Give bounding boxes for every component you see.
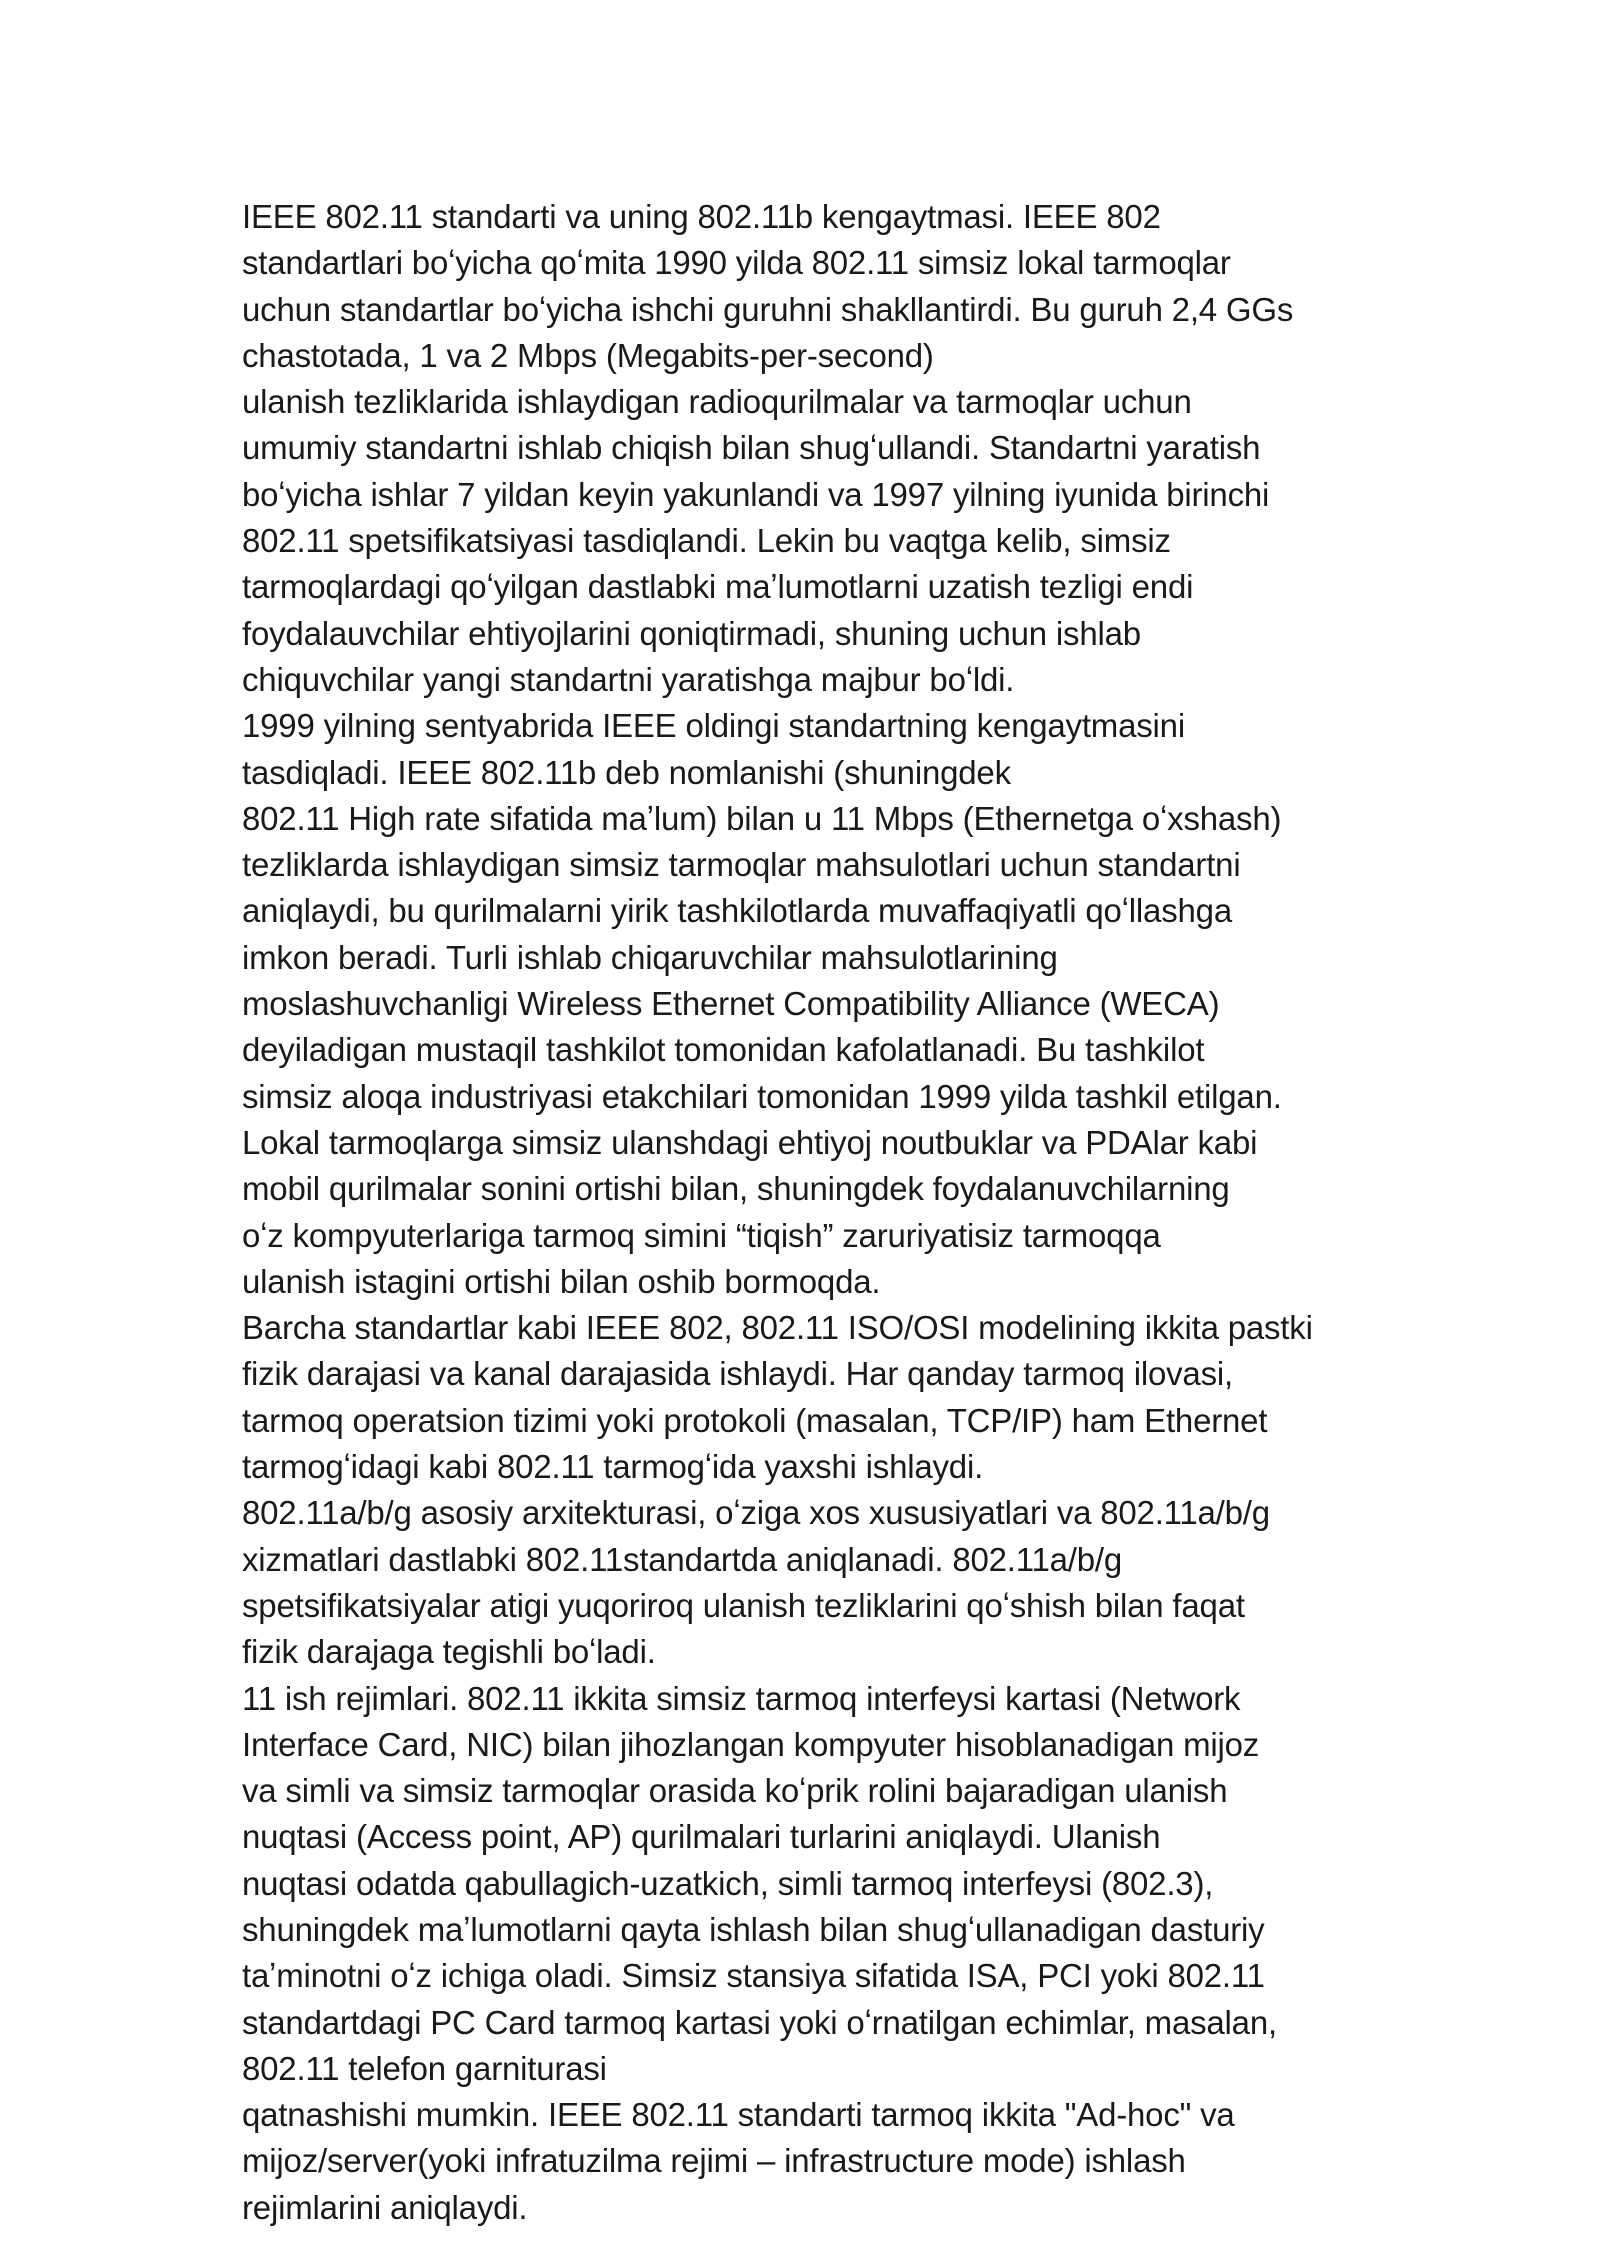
text-line: Interface Card, NIC) bilan jihozlangan kompyuter hisoblanadigan mijoz (242, 1725, 1260, 1763)
text-line: mijoz/server(yoki infratuzilma rejimi – infrastructure mode) ishlash (242, 2142, 1186, 2180)
text-line: mobil qurilmalar sonini ortishi bilan, shuningdek foydalanuvchilarning (242, 1170, 1230, 1208)
text-line: uchun standartlar boʻyicha ishchi guruhni shakllantirdi. Bu guruh 2,4 GGs (242, 290, 1294, 328)
text-line: 802.11 High rate sifatida maʼlum) bilan u 11 Mbps (Ethernetga oʻxshash) (242, 799, 1282, 837)
text-line: spetsifikatsiyalar atigi yuqoriroq ulanish tezliklarini qoʻshish bilan faqat (242, 1586, 1245, 1624)
text-line: standartdagi PC Card tarmoq kartasi yoki oʻrnatilgan echimlar, masalan, (242, 2003, 1277, 2041)
text-line: foydalauvchilar ehtiyojlarini qoniqtirmadi, shuning uchun ishlab (242, 614, 1141, 652)
text-line: ulanish tezliklarida ishlaydigan radioqurilmalar va tarmoqlar uchun (242, 383, 1192, 421)
text-line: umumiy standartni ishlab chiqish bilan shugʻullandi. Standartni yaratish (242, 429, 1261, 467)
text-line: chastotada, 1 va 2 Mbps (Megabits-per-second) (242, 336, 934, 374)
text-line: xizmatlari dastlabki 802.11standartda aniqlanadi. 802.11a/b/g (242, 1540, 1123, 1578)
text-line: chiquvchilar yangi standartni yaratishga majbur boʻldi. (242, 660, 1015, 698)
text-line: simsiz aloqa industriyasi etakchilari tomonidan 1999 yilda tashkil etilgan. (242, 1077, 1282, 1115)
text-line: tasdiqladi. IEEE 802.11b deb nomlanishi (shuningdek (242, 753, 1011, 791)
text-line: 802.11 telefon garniturasi (242, 2049, 607, 2087)
text-line: shuningdek maʼlumotlarni qayta ishlash bilan shugʻullanadigan dasturiy (242, 1910, 1265, 1948)
text-line: 1999 yilning sentyabrida IEEE oldingi standartning kengaytmasini (242, 707, 1185, 745)
text-line: va simli va simsiz tarmoqlar orasida koʻprik rolini bajaradigan ulanish (242, 1772, 1228, 1810)
text-line: fizik darajasi va kanal darajasida ishlaydi. Har qanday tarmoq ilovasi, (242, 1355, 1233, 1393)
text-line: 802.11a/b/g asosiy arxitekturasi, oʻziga xos xususiyatlari va 802.11a/b/g (242, 1494, 1270, 1532)
text-line: tarmoq operatsion tizimi yoki protokoli (masalan, TCP/IP) ham Ethernet (242, 1401, 1268, 1439)
text-line: 11 ish rejimlari. 802.11 ikkita simsiz tarmoq interfeysi kartasi (Network (242, 1679, 1241, 1717)
text-line: deyiladigan mustaqil tashkilot tomonidan kafolatlanadi. Bu tashkilot (242, 1031, 1205, 1069)
text-line: IEEE 802.11 standarti va uning 802.11b kengaytmasi. IEEE 802 (242, 198, 1161, 235)
text-line: tarmogʻidagi kabi 802.11 tarmogʻida yaxshi ishlaydi. (242, 1448, 984, 1486)
text-line: ulanish istagini ortishi bilan oshib bormoqda. (242, 1262, 881, 1300)
text-line: oʻz kompyuterlariga tarmoq simini “tiqish” zaruriyatisiz tarmoqqa (242, 1216, 1161, 1254)
text-line: rejimlarini aniqlaydi. (242, 2188, 528, 2226)
text-line: moslashuvchanligi Wireless Ethernet Compatibility Alliance (WECA) (242, 985, 1220, 1023)
text-line: standartlari boʻyicha qoʻmita 1990 yilda 802.11 simsiz lokal tarmoqlar (242, 244, 1231, 282)
document-body (242, 194, 1402, 2231)
text-line: aniqlaydi, bu qurilmalarni yirik tashkilotlarda muvaffaqiyatli qoʻllashga (242, 892, 1232, 930)
text-line: nuqtasi (Access point, AP) qurilmalari turlarini aniqlaydi. Ulanish (242, 1818, 1161, 1856)
text-line: nuqtasi odatda qabullagich-uzatkich, simli tarmoq interfeysi (802.3), (242, 1864, 1214, 1902)
text-line: qatnashishi mumkin. IEEE 802.11 standarti tarmoq ikkita "Ad-hoc" va (242, 2096, 1235, 2134)
text-line: imkon beradi. Turli ishlab chiqaruvchilar mahsulotlarining (242, 938, 1058, 976)
text-line: 802.11 spetsifikatsiyasi tasdiqlandi. Lekin bu vaqtga kelib, simsiz (242, 522, 1171, 560)
text-line: tezliklarda ishlaydigan simsiz tarmoqlar mahsulotlari uchun standartni (242, 846, 1241, 884)
text-line: Barcha standartlar kabi IEEE 802, 802.11 ISO/OSI modelining ikkita pastki (242, 1309, 1313, 1347)
text-line: Lokal tarmoqlarga simsiz ulanshdagi ehtiyoj noutbuklar va PDAlar kabi (242, 1123, 1258, 1161)
text-line: boʻyicha ishlar 7 yildan keyin yakunlandi va 1997 yilning iyunida birinchi (242, 475, 1270, 513)
text-line: tarmoqlardagi qoʻyilgan dastlabki maʼlumotlarni uzatish tezligi endi (242, 568, 1194, 606)
text-line: taʼminotni oʻz ichiga oladi. Simsiz stansiya sifatida ISA, PCI yoki 802.11 (242, 1957, 1265, 1995)
text-line: fizik darajaga tegishli boʻladi. (242, 1633, 656, 1671)
